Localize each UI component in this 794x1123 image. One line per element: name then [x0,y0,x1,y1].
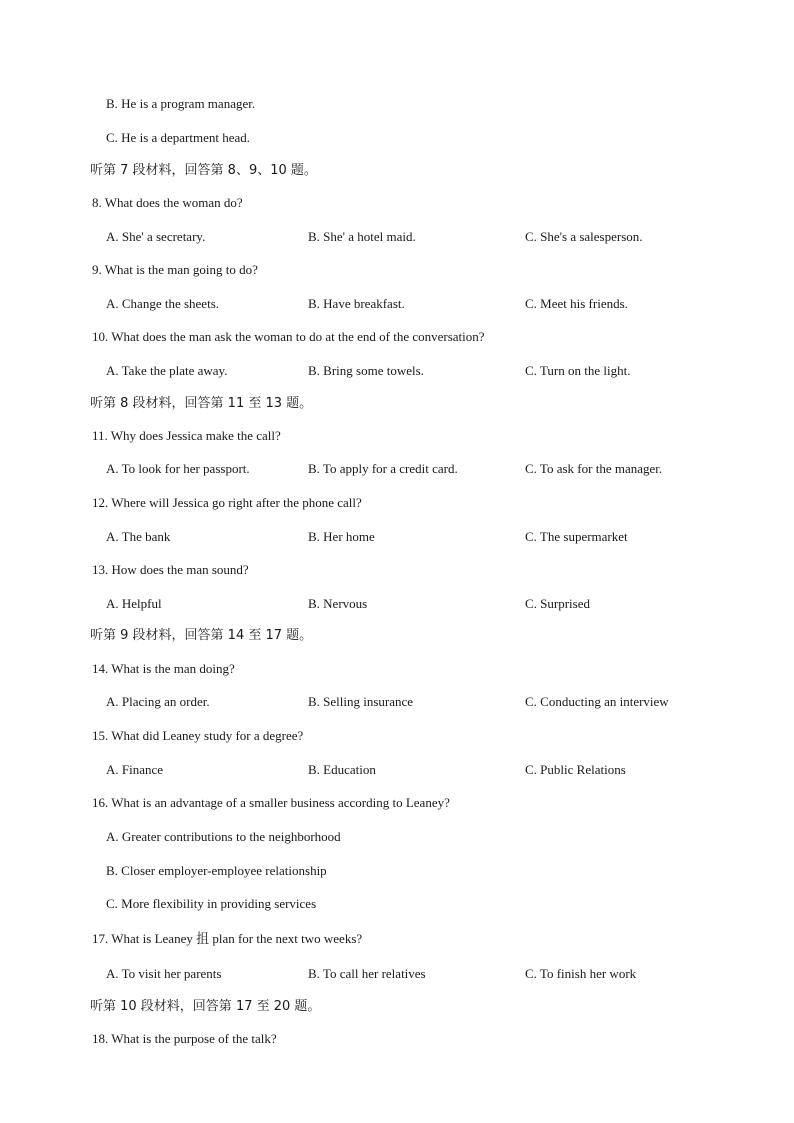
section-heading-10: 听第 10 段材料，回答第 17 至 20 题。 [90,999,321,1014]
q7-option-c: C. He is a department head. [106,130,251,145]
q16-option-a: A. Greater contributions to the neighborhood [106,829,341,844]
q10-option-b: B. Bring some towels. [308,363,424,378]
question-10: 10. What does the man ask the woman to do at the end of the conversation? [92,329,485,344]
q12-option-a: A. The bank [106,529,171,544]
question-17: 17. What is Leaney 抯 plan for the next two weeks? [92,931,363,946]
question-8: 8. What does the woman do? [92,195,243,210]
question-18: 18. What is the purpose of the talk? [92,1031,277,1046]
q15-option-c: C. Public Relations [525,762,626,777]
section-heading-9: 听第 9 段材料，回答第 14 至 17 题。 [90,628,313,643]
section-heading-8: 听第 8 段材料，回答第 11 至 13 题。 [90,396,313,411]
q9-option-b: B. Have breakfast. [308,296,405,311]
q14-option-c: C. Conducting an interview [525,694,669,709]
q13-option-b: B. Nervous [308,596,368,611]
q11-option-b: B. To apply for a credit card. [308,461,458,476]
q14-option-b: B. Selling insurance [308,694,414,709]
q8-option-c: C. She's a salesperson. [525,229,643,244]
question-15: 15. What did Leaney study for a degree? [92,728,304,743]
q11-option-c: C. To ask for the manager. [525,461,663,476]
question-9: 9. What is the man going to do? [92,262,258,277]
q16-option-c: C. More flexibility in providing services [106,896,317,911]
q10-option-a: A. Take the plate away. [106,363,228,378]
q15-option-a: A. Finance [106,762,164,777]
q14-option-a: A. Placing an order. [106,694,210,709]
q17-option-b: B. To call her relatives [308,966,426,981]
q12-option-c: C. The supermarket [525,529,628,544]
q17-option-a: A. To visit her parents [106,966,222,981]
question-16: 16. What is an advantage of a smaller business according to Leaney? [92,795,450,810]
q8-option-a: A. She' a secretary. [106,229,206,244]
q8-option-b: B. She' a hotel maid. [308,229,416,244]
q12-option-b: B. Her home [308,529,375,544]
section-heading-7: 听第 7 段材料，回答第 8、9、10 题。 [90,163,317,178]
question-14: 14. What is the man doing? [92,661,235,676]
q16-option-b: B. Closer employer-employee relationship [106,863,327,878]
question-11: 11. Why does Jessica make the call? [92,428,281,443]
q9-option-c: C. Meet his friends. [525,296,628,311]
q10-option-c: C. Turn on the light. [525,363,631,378]
question-13: 13. How does the man sound? [92,562,249,577]
q9-option-a: A. Change the sheets. [106,296,220,311]
q15-option-b: B. Education [308,762,376,777]
q17-option-c: C. To finish her work [525,966,637,981]
q7-option-b: B. He is a program manager. [106,96,256,111]
q13-option-a: A. Helpful [106,596,162,611]
q13-option-c: C. Surprised [525,596,590,611]
question-12: 12. Where will Jessica go right after the phone call? [92,495,362,510]
q11-option-a: A. To look for her passport. [106,461,250,476]
